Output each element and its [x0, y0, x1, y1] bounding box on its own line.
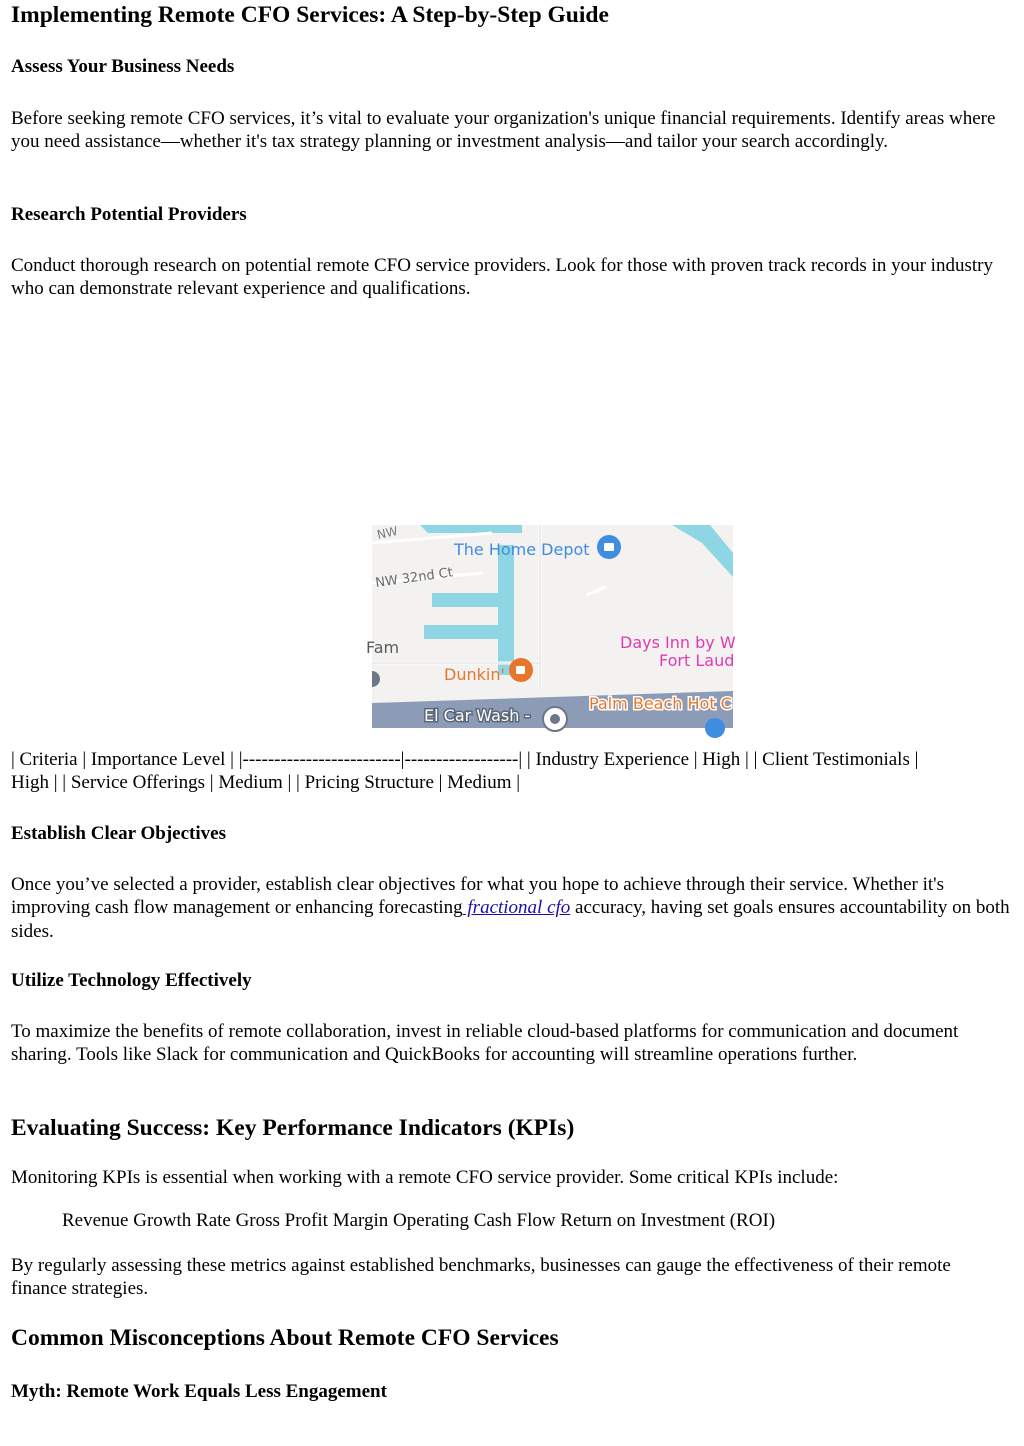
- kpis-outro: By regularly assessing these metrics against established benchmarks, businesses can gauge the effectiveness of their remote finance strategies.: [11, 1255, 951, 1300]
- section-heading-assess: Assess Your Business Needs: [11, 56, 235, 77]
- kpi-list: Revenue Growth Rate Gross Profit Margin Operating Cash Flow Return on Investment (ROI): [62, 1210, 776, 1231]
- objectives-text-before: Once you’ve selected a provider, establish clear objectives for what you hope to achieve through their service. Whether it's improving cash flow management or enhancing forecasting: [11, 874, 944, 919]
- criteria-table-line-1: | Criteria | Importance Level | |-------------------------|------------------| | Industry Experience | High | | Client Testimonials |: [11, 749, 919, 770]
- criteria-table-text: [11, 748, 1011, 795]
- section-heading-objectives: Establish Clear Objectives: [11, 823, 226, 844]
- kpis-intro: Monitoring KPIs is essential when working with a remote CFO service provider. Some critical KPIs include:: [11, 1167, 839, 1188]
- map-label-palm-beach: Palm Beach Hot C: [589, 694, 732, 713]
- section-heading-kpis: Evaluating Success: Key Performance Indicators (KPIs): [11, 1115, 575, 1141]
- section-text-objectives: [11, 873, 1011, 943]
- map-label-days-inn-2: Fort Laud: [659, 651, 735, 670]
- map-label-dunkin: Dunkin': [444, 665, 505, 684]
- map-label-el-car-wash: El Car Wash -: [424, 706, 531, 725]
- map-label-nw-32nd: NW 32nd Ct: [374, 565, 454, 591]
- section-heading-technology: Utilize Technology Effectively: [11, 970, 252, 991]
- fractional-cfo-link[interactable]: fractional cfo: [462, 897, 571, 919]
- section-text-research: Conduct thorough research on potential remote CFO service providers. Look for those with proven track records in your industry who can demonstrate relevant experience and qualifications.: [11, 255, 993, 300]
- section-heading-misconceptions: Common Misconceptions About Remote CFO Services: [11, 1325, 559, 1351]
- section-text-technology: To maximize the benefits of remote collaboration, invest in reliable cloud-based platforms for communication and document sharing. Tools like Slack for communication and QuickBooks for accounting will streamline operations further.: [11, 1021, 959, 1066]
- page-title: Implementing Remote CFO Services: A Step-by-Step Guide: [11, 2, 609, 28]
- map-label-fam: Fam: [366, 638, 400, 657]
- criteria-table-line-2: High | | Service Offerings | Medium | | Pricing Structure | Medium |: [11, 772, 521, 794]
- section-heading-research: Research Potential Providers: [11, 204, 247, 225]
- myth-heading: Myth: Remote Work Equals Less Engagement: [11, 1381, 387, 1402]
- map-label-nw: NW: [375, 523, 400, 542]
- map-image: [366, 523, 736, 728]
- objectives-text-after: accuracy, having set goals ensures accountability on both sides.: [11, 897, 1010, 942]
- section-text-assess: Before seeking remote CFO services, it’s vital to evaluate your organization's unique financial requirements. Identify areas where you need assistance—whether it's tax strategy planning or investment analysis—and tailor your search accordingly.: [11, 108, 996, 153]
- map-label-home-depot: The Home Depot: [454, 540, 590, 559]
- map-label-days-inn-1: Days Inn by W: [620, 633, 736, 652]
